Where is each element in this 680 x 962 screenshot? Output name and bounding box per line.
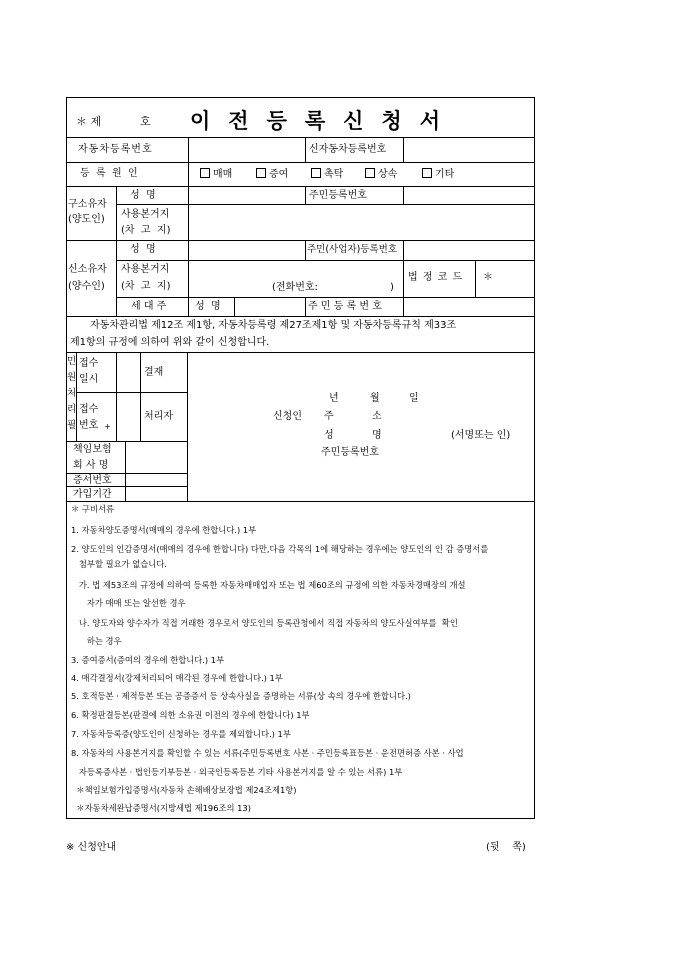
docs-heading: ＊ 구비서류 [71,504,114,514]
checkbox-icon [311,168,321,178]
householder-id-field[interactable] [405,299,533,315]
phone-label: (전화번호: [272,282,318,293]
period-field[interactable] [127,488,186,500]
rule [116,297,535,298]
reason-option-other[interactable]: 기타 [422,168,454,181]
rule [305,137,306,162]
plus-mark: + [104,422,111,431]
rule [188,137,189,186]
rule [188,186,189,316]
rule [66,501,535,502]
householder-name-field[interactable] [236,299,303,315]
rule [234,297,235,316]
rule [403,260,404,297]
rule [116,260,535,261]
receipt-date-label-2: 일시 [79,374,99,385]
doc-item: 8. 자동차의 사용본거지를 확인할 수 있는 서류(주민등록번호 사본 · 주민등록표등본 · 운전면허증 사본 · 사업 [71,748,464,758]
new-owner-address-label: 사용본거지 [121,264,170,275]
rule [305,297,306,316]
applicant-name-label: 성 [324,430,334,441]
doc-item: 7. 자동차등록증(양도인이 신청하는 경우를 제외합니다.) 1부 [71,729,291,739]
reg-no-label: 자동차등록번호 [78,144,153,155]
year-label: 년 [329,393,339,404]
reason-option-sale[interactable]: 매매 [200,168,232,181]
old-owner-label: 구소유자 [68,199,107,210]
checkbox-icon [422,168,432,178]
old-owner-address-field[interactable] [190,206,533,239]
rule [403,240,404,260]
statement-line-1: 자동차관리법 제12조 제1항, 자동차등록령 제27조제1항 및 자동차등록규칙 제33조 [90,320,457,331]
approval-label: 결재 [144,367,164,378]
rule [116,204,535,205]
applicant-id-label: 주민등록번호 [321,447,379,458]
phone-close: ) [390,282,394,293]
doc-item: 자가 매매 또는 알선한 경우 [71,598,186,608]
receipt-date-label: 접수 [79,358,99,369]
reason-label: 등 록 원 인 [80,168,138,179]
rule [403,297,404,316]
insurance-company-label-2: 회 사 명 [73,460,109,471]
insurance-company-field[interactable] [127,443,186,472]
rule [140,352,141,441]
civil-processing-label: 민 원 처 리 필 [67,356,77,431]
householder-name-label: 성 명 [195,301,221,312]
rule [66,316,535,317]
rule [66,240,535,241]
month-label: 월 [370,393,380,404]
doc-item: 자등록증사본 · 법인등기부등본 · 외국인등록등본 기타 사용본거지를 알 수 있는 서류) 1부 [71,767,403,777]
handler-label: 처리자 [144,411,173,422]
doc-item: 가. 법 제53조의 규정에 의하여 등록한 자동차매매업자 또는 법 제60조의 규정에 의한 자동차경매장의 개설 [71,580,466,590]
checkbox-icon [365,168,375,178]
new-reg-no-field[interactable] [405,139,533,160]
back-page-label: (뒷 쪽) [486,842,526,853]
rule [475,260,476,297]
legal-code-label: 법 정 코 드 [408,272,464,283]
rule [76,392,187,393]
rule [403,186,404,204]
applicant-name-label-2: 명 [372,430,382,441]
period-label: 가입기간 [73,489,112,500]
legal-code-mark: ＊ [483,272,493,283]
reg-no-field[interactable] [190,139,303,160]
doc-item: 2. 양도인의 인감증명서(매매의 경우에 한합니다) 다만,다음 각목의 1에 해당하는 경우에는 양도인의 인 감 증명서를 [71,544,489,554]
guide-label: ※ 신청안내 [66,842,117,853]
rule [403,137,404,162]
new-owner-label: 신소유자 [68,264,107,275]
new-owner-id-field[interactable] [405,242,533,259]
doc-item: 하는 경우 [71,636,122,646]
receipt-no-label: 접수 [79,404,99,415]
doc-item: 3. 증여증서(증여의 경우에 한합니다.) 1부 [71,655,225,665]
doc-item: 6. 확정판결등본(판결에 의한 소유권 이전의 경우에 한합니다) 1부 [71,710,310,720]
new-owner-garage-label: (차 고 지) [121,281,171,292]
old-owner-address-label: 사용본거지 [121,209,170,220]
doc-item: 5. 호적등본 · 제적등본 또는 공증증서 등 상속사실을 증명하는 서류(상 속의 경우에 한합니다.) [71,691,411,701]
new-owner-id-label: 주민(사업자)등록번호 [307,244,398,255]
rule [66,162,535,163]
new-reg-no-label: 신자동차등록번호 [309,144,387,155]
old-owner-name-label: 성 명 [130,190,156,201]
doc-item: 나. 양도자와 양수자가 직접 거래한 경우로서 양도인의 등록관청에서 직접 자동차의 양도사실여부를 확인 [71,618,458,628]
statement-line-2: 제1항의 규정에 의하여 위와 같이 신청합니다. [70,337,270,348]
sign-label: (서명또는 인) [451,430,511,441]
rule [116,352,117,441]
doc-item: 첨부할 필요가 없습니다. [71,559,167,569]
rule [66,137,535,138]
rule [76,352,77,441]
checkbox-icon [256,168,266,178]
applicant-address-label-2: 소 [372,411,382,422]
receipt-no-label-2: 번호 [79,420,99,431]
cert-no-field[interactable] [127,475,186,485]
doc-item: 1. 자동차양도증명서(매매의 경우에 한합니다.) 1부 [71,525,257,535]
old-owner-id-field[interactable] [405,188,533,203]
day-label: 일 [409,393,419,404]
rule [66,186,535,187]
form-no-suffix: 호 [140,115,151,128]
rule [66,352,535,353]
new-owner-name-field[interactable] [190,242,303,259]
old-owner-id-label: 주민등록번호 [309,190,367,201]
applicant-address-label: 주 [324,411,334,422]
householder-label: 세 대 주 [131,301,167,312]
checkbox-icon [200,168,210,178]
rule [305,186,306,204]
rule [305,240,306,260]
old-owner-garage-label: (차 고 지) [121,225,171,236]
form-title: 이전등록신청서 [190,108,459,133]
rule [125,441,126,501]
reason-option-commission[interactable]: 촉탁 [311,168,343,181]
doc-item: ＊책임보험가입증명서(자동차 손해배상보장법 제24조제1항) [71,785,297,795]
rule [66,441,187,442]
doc-item: ＊자동차세완납증명서(지방세법 제196조의 13) [71,803,251,813]
rule [187,352,188,501]
new-owner-name-label: 성 명 [130,244,156,255]
form-no-label: ＊ 제 [76,115,102,128]
reason-option-inheritance[interactable]: 상속 [365,168,397,181]
rule [66,473,187,474]
old-owner-name-field[interactable] [190,188,303,203]
reason-option-gift[interactable]: 증여 [256,168,288,181]
rule [116,186,117,316]
householder-id-label: 주 민 등 록 번 호 [308,301,382,312]
applicant-label: 신청인 [273,411,302,422]
doc-item: 4. 매각결정서(강제처리되어 매각된 경우에 한합니다.) 1부 [71,673,283,683]
old-owner-sub-label: (양도인) [68,214,105,225]
insurance-company-label: 책임보험 [73,444,112,455]
cert-no-label: 증서번호 [73,475,112,486]
new-owner-sub-label: (양수인) [68,281,105,292]
